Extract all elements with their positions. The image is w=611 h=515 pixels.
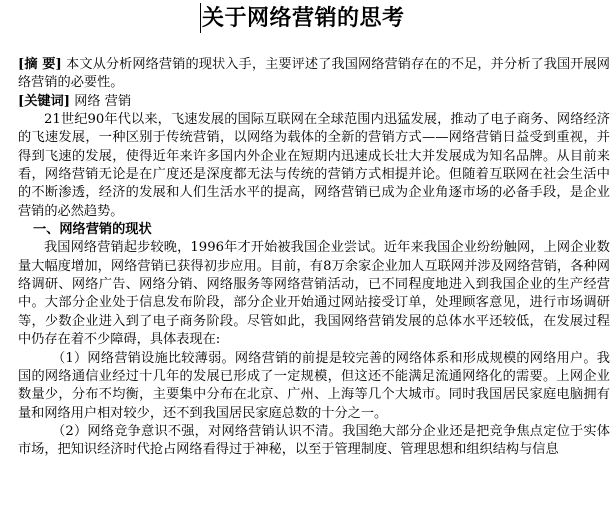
point-1-paragraph: （1）网络营销设施比较薄弱。网络营销的前提是较完善的网络体系和形成规模的网络用户。我国的网络通信业经过十几年的发展已形成了一定规模，但这还不能满足流通网络化的需要。上网企业数量少，分布不均衡，主要集中分布在北京、广州、上海等几个大城市。同时我国居民家庭电脑拥有量和网络用户相对较少，还不到我国居民家庭总数的十分之一。 <box>18 350 610 421</box>
section-heading: 一、网络营销的现状 <box>33 222 152 238</box>
keywords-text: 网络 营销 <box>70 93 132 109</box>
abstract-label: [摘 要] <box>18 57 62 72</box>
status-paragraph: 我国网络营销起步较晚，1996年才开始被我国企业尝试。近年来我国企业纷纷触网，上网企业数量大幅度增加，网络营销已获得初步应用。目前，有8万余家企业加人互联网并涉及网络营销，各种网络调研、网络广告、网络分销、网络服务等网络营销活动，已不同程度地进入到我国企业的生产经营中。大部分企业处于信息发布阶段，部分企业开始通过网站接受订单，处理顾客意见，进行市场调研等，少数企业进入到了电子商务阶段。尽管如此，我国网络营销发展的总体水平还较低，在发展过程中仍存在着不少障碍，具体表现在: <box>18 240 610 348</box>
document-body <box>18 56 610 460</box>
keywords-label: [关键词] <box>18 93 71 109</box>
abstract-paragraph <box>18 56 610 93</box>
text-cursor <box>200 3 201 33</box>
document-title: 关于网络营销的思考 <box>202 5 405 31</box>
intro-paragraph: 21世纪90年代以来，飞速发展的国际互联网在全球范围内迅猛发展，推动了电子商务、网络经济的飞速发展，一种区别于传统营销，以网络为载体的全新的营销方式——网络营销日益受到重视，并得到飞速的发展，使得近年来许多国内外企业在短期内迅速成长壮大并发展成为知名品牌。从目前来看，网络营销无论是在广度还是深度都无法与传统的营销方式相提并论。但随着互联网在社会生活中的不断渗透，经济的发展和人们生活水平的提高，网络营销已成为企业角逐市场的必备手段，是企业营销的必然趋势。 <box>18 112 610 219</box>
keywords-paragraph <box>18 93 610 111</box>
point-2-paragraph: （2）网络竞争意识不强，对网络营销认识不清。我国绝大部分企业还是把竞争焦点定位于实体市场，把知识经济时代抢占网络看得过于神秘，以至于管理制度、管理思想和组织结构与信息 <box>18 423 610 458</box>
abstract-text: 本文从分析网络营销的现状入手，主要评述了我国网络营销存在的不足，并分析了我国开展网络营销的必要性。 <box>18 57 610 91</box>
